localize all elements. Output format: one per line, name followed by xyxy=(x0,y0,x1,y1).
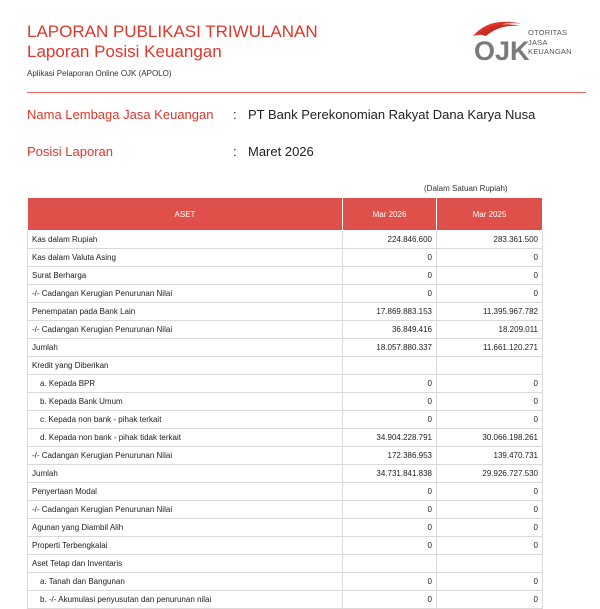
value-mar-2026: 0 xyxy=(343,591,437,609)
row-label: Aset Tetap dan Inventaris xyxy=(28,555,343,573)
period-colon: : xyxy=(233,144,237,159)
institution-colon: : xyxy=(233,107,237,122)
table-row xyxy=(28,249,543,267)
row-label: Penempatan pada Bank Lain xyxy=(28,303,343,321)
value-mar-2025: 0 xyxy=(437,285,543,303)
value-mar-2026: 0 xyxy=(343,519,437,537)
row-label: Properti Terbengkalai xyxy=(28,537,343,555)
table-row xyxy=(28,501,543,519)
table-row xyxy=(28,447,543,465)
value-mar-2025: 0 xyxy=(437,501,543,519)
value-mar-2026: 224.846.600 xyxy=(343,231,437,249)
value-mar-2026: 34.904.228.791 xyxy=(343,429,437,447)
logo-text xyxy=(528,28,572,57)
row-label: c. Kepada non bank - pihak terkait xyxy=(28,411,343,429)
value-mar-2025: 0 xyxy=(437,249,543,267)
value-mar-2025: 0 xyxy=(437,375,543,393)
institution-label: Nama Lembaga Jasa Keuangan xyxy=(27,107,214,122)
row-label: a. Tanah dan Bangunan xyxy=(28,573,343,591)
table-row xyxy=(28,573,543,591)
value-mar-2026: 0 xyxy=(343,267,437,285)
header-mar-2026: Mar 2026 xyxy=(343,198,437,231)
header-divider xyxy=(27,92,586,93)
app-name: Aplikasi Pelaporan Online OJK (APOLO) xyxy=(27,69,172,78)
table-row xyxy=(28,231,543,249)
period-value: Maret 2026 xyxy=(248,144,314,159)
row-label: -/- Cadangan Kerugian Penurunan Nilai xyxy=(28,501,343,519)
value-mar-2025: 0 xyxy=(437,573,543,591)
logo-mark: OJK xyxy=(474,36,530,66)
row-label: b. -/- Akumulasi penyusutan dan penurunan nilai xyxy=(28,591,343,609)
value-mar-2025: 0 xyxy=(437,393,543,411)
value-mar-2026: 18.057.880.337 xyxy=(343,339,437,357)
row-label: Kas dalam Rupiah xyxy=(28,231,343,249)
row-label: Jumlah xyxy=(28,465,343,483)
value-mar-2026: 34.731.841.838 xyxy=(343,465,437,483)
row-label: b. Kepada Bank Umum xyxy=(28,393,343,411)
row-label: -/- Cadangan Kerugian Penurunan Nilai xyxy=(28,447,343,465)
table-row xyxy=(28,483,543,501)
value-mar-2025: 0 xyxy=(437,591,543,609)
value-mar-2026: 172.386.953 xyxy=(343,447,437,465)
value-mar-2026 xyxy=(343,555,437,573)
table-row xyxy=(28,375,543,393)
table-row xyxy=(28,357,543,375)
value-mar-2025: 18.209.011 xyxy=(437,321,543,339)
value-mar-2025: 29.926.727.530 xyxy=(437,465,543,483)
table-row xyxy=(28,555,543,573)
table-row xyxy=(28,393,543,411)
value-mar-2026: 0 xyxy=(343,483,437,501)
value-mar-2026: 36.849.416 xyxy=(343,321,437,339)
value-mar-2026: 17.869.883.153 xyxy=(343,303,437,321)
row-label: Kas dalam Valuta Asing xyxy=(28,249,343,267)
period-label: Posisi Laporan xyxy=(27,144,113,159)
row-label: Penyertaan Modal xyxy=(28,483,343,501)
table-header-row xyxy=(28,198,543,231)
row-label: Jumlah xyxy=(28,339,343,357)
table-row xyxy=(28,321,543,339)
report-subtitle: Laporan Posisi Keuangan xyxy=(27,42,222,61)
value-mar-2025: 0 xyxy=(437,519,543,537)
value-mar-2025: 30.066.198.261 xyxy=(437,429,543,447)
logo-text-line: KEUANGAN xyxy=(528,47,572,56)
table-row xyxy=(28,285,543,303)
header-aset: ASET xyxy=(28,198,343,231)
row-label: a. Kepada BPR xyxy=(28,375,343,393)
value-mar-2026: 0 xyxy=(343,411,437,429)
table-row xyxy=(28,465,543,483)
row-label: -/- Cadangan Kerugian Penurunan Nilai xyxy=(28,321,343,339)
table-row xyxy=(28,303,543,321)
value-mar-2025 xyxy=(437,357,543,375)
value-mar-2026: 0 xyxy=(343,375,437,393)
row-label: Agunan yang Diambil Alih xyxy=(28,519,343,537)
table-row xyxy=(28,429,543,447)
row-label: Surat Berharga xyxy=(28,267,343,285)
value-mar-2025: 0 xyxy=(437,411,543,429)
value-mar-2026: 0 xyxy=(343,285,437,303)
value-mar-2026: 0 xyxy=(343,537,437,555)
header-mar-2025: Mar 2025 xyxy=(437,198,543,231)
row-label: -/- Cadangan Kerugian Penurunan Nilai xyxy=(28,285,343,303)
value-mar-2025 xyxy=(437,555,543,573)
value-mar-2025: 0 xyxy=(437,267,543,285)
report-title: LAPORAN PUBLIKASI TRIWULANAN xyxy=(27,22,318,41)
table-row xyxy=(28,411,543,429)
unit-note: (Dalam Satuan Rupiah) xyxy=(424,184,508,193)
value-mar-2025: 11.395.967.782 xyxy=(437,303,543,321)
value-mar-2026: 0 xyxy=(343,393,437,411)
value-mar-2025: 283.361.500 xyxy=(437,231,543,249)
table-row xyxy=(28,519,543,537)
logo-text-line: OTORITAS xyxy=(528,28,568,37)
table-row xyxy=(28,267,543,285)
value-mar-2025: 139.470.731 xyxy=(437,447,543,465)
row-label: Kredit yang Diberikan xyxy=(28,357,343,375)
value-mar-2025: 0 xyxy=(437,537,543,555)
table-row xyxy=(28,537,543,555)
value-mar-2026 xyxy=(343,357,437,375)
value-mar-2026: 0 xyxy=(343,249,437,267)
row-label: d. Kepada non bank - pihak tidak terkait xyxy=(28,429,343,447)
value-mar-2026: 0 xyxy=(343,573,437,591)
table-row xyxy=(28,339,543,357)
logo-text-line: JASA xyxy=(528,37,548,47)
value-mar-2025: 11.661.120.271 xyxy=(437,339,543,357)
value-mar-2026: 0 xyxy=(343,501,437,519)
institution-value: PT Bank Perekonomian Rakyat Dana Karya Nusa xyxy=(248,107,536,122)
value-mar-2025: 0 xyxy=(437,483,543,501)
balance-sheet-table xyxy=(27,197,543,609)
